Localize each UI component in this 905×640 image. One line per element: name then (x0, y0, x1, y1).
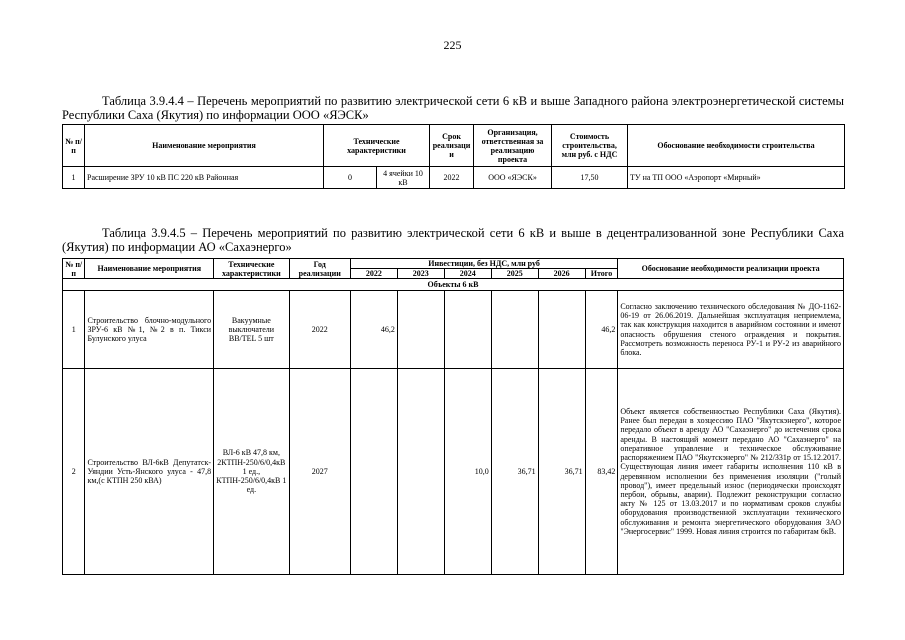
t2-header-year: Год реализации (289, 259, 350, 279)
t2-row2-2023 (397, 369, 444, 575)
t2-header-num: № п/п (63, 259, 85, 279)
t2-row1-2023 (397, 291, 444, 369)
t1-header-name: Наименование мероприятия (85, 125, 324, 167)
t2-row1-2022: 46,2 (350, 291, 397, 369)
table2-header-row-1 (63, 259, 844, 269)
t2-row2-name: Строительство ВЛ-6кВ Депутатск-Уяндии Усть-Янского улуса - 47,8 км,(с КТПН 250 кВА) (85, 369, 214, 575)
t2-section-title: Объекты 6 кВ (63, 279, 844, 291)
table2-caption (62, 226, 844, 254)
t1-header-term: Срок реализаци и (430, 125, 474, 167)
t1-header-cost: Стоимость строительства, млн руб. с НДС (552, 125, 628, 167)
t2-row2-year: 2027 (289, 369, 350, 575)
t2-header-2023: 2023 (397, 269, 444, 279)
t2-header-2024: 2024 (444, 269, 491, 279)
table1 (62, 124, 845, 189)
table1-caption-text: Таблица 3.9.4.4 – Перечень мероприятий по развитию электрической сети 6 кВ и выше Западного района электроэнергетической системы Республики Саха (Якутия) по информации ООО «ЯЭСК» (62, 94, 844, 122)
t1-cell-term: 2022 (430, 167, 474, 189)
table-row (63, 369, 844, 575)
table-row (63, 291, 844, 369)
section-row (63, 279, 844, 291)
t2-row1-2025 (491, 291, 538, 369)
t2-row1-reason: Согласно заключению технического обследования № ДО-1162-06-19 от 26.06.2019. Дальнейшая эксплуатация неприемлема, так как конструкция находится в аварийном состоянии и имеют опасность обрушения стеного ограждения и покрытия. Рассмотреть возможность переноса РУ-1 и РУ-2 из аварийного блока. (618, 291, 844, 369)
t1-cell-name: Расширение ЗРУ 10 кВ ПС 220 кВ Районная (85, 167, 324, 189)
t2-row2-2025: 36,71 (491, 369, 538, 575)
t2-row1-tech: Вакуумные выключатели ВВ/TEL 5 шт (214, 291, 290, 369)
t2-row2-2026: 36,71 (538, 369, 585, 575)
t2-header-2026: 2026 (538, 269, 585, 279)
t2-row2-total: 83,42 (585, 369, 618, 575)
t1-cell-num: 1 (63, 167, 85, 189)
t2-row1-num: 1 (63, 291, 85, 369)
table2-caption-text: Таблица 3.9.4.5 – Перечень мероприятий по развитию электрической сети 6 кВ и выше в децентрализованной зоне Республики Саха (Якутия) по информации АО «Сахаэнерго» (62, 226, 844, 254)
t1-header-reason: Обоснование необходимости строительства (628, 125, 845, 167)
t2-header-invest: Инвестиции, без НДС, млн руб (350, 259, 617, 269)
t2-row2-2024: 10,0 (444, 369, 491, 575)
t2-header-total: Итого (585, 269, 618, 279)
t1-header-tech: Технические характеристики (324, 125, 430, 167)
t2-header-2025: 2025 (491, 269, 538, 279)
t2-header-2022: 2022 (350, 269, 397, 279)
t2-row1-year: 2022 (289, 291, 350, 369)
t2-row2-reason: Объект является собственностью Республики Саха (Якутия). Ранее был передан в хозцессию ПАО "Якутскэнерго", которое передало объект в аренду АО "Сахаэнерго" до истечения срока аренды. В настоящий момент передано АО "Сахаэнерго" на оперативное управление и техническое обслуживание распоряжением ПАО "Якутскэнерго" № 212/331р от 15.12.2017. Существующая линия имеет габариты исполнения 110 кВ в деревянном исполнении без применения изоляции ("голый провод"), имеет предельный износ (периодически происходят пербои, обрывы, аварии). Подлежит реконструкции согласно акту № 125 от 13.03.2017 и по нормативам сроков службы оборудования производственной эксплуатации технического обслуживания и ремонта энергетического оборудования ЗАО "Энергосервис" 1999. Новая линия строится по габаритам 6кВ. (618, 369, 844, 575)
table1-header-row (63, 125, 845, 167)
t2-row2-num: 2 (63, 369, 85, 575)
table1-caption (62, 94, 844, 122)
t2-header-reason: Обоснование необходимости реализации проекта (618, 259, 844, 279)
t2-row2-2022 (350, 369, 397, 575)
t1-cell-cost: 17,50 (552, 167, 628, 189)
page-number: 225 (443, 38, 462, 52)
t2-row1-total: 46,2 (585, 291, 618, 369)
t2-row1-name: Строительство блочно-модульного ЗРУ-6 кВ №1, №2 в п. Тикси Булунского улуса (85, 291, 214, 369)
t2-header-name: Наименование мероприятия (85, 259, 214, 279)
t2-row1-2026 (538, 291, 585, 369)
t1-cell-tech-a: 0 (324, 167, 377, 189)
t1-cell-tech-b: 4 ячейки 10 кВ (377, 167, 430, 189)
table2 (62, 258, 844, 575)
table-row (63, 167, 845, 189)
t1-header-org: Организация, ответственная за реализацию проекта (474, 125, 552, 167)
t1-header-num: № п/п (63, 125, 85, 167)
t2-row1-2024 (444, 291, 491, 369)
t2-header-tech: Технические характеристики (214, 259, 290, 279)
t1-cell-org: ООО «ЯЭСК» (474, 167, 552, 189)
t2-row2-tech: ВЛ-6 кВ 47,8 км, 2КТПН-250/6/0,4кВ 1 ед., КТПН-250/6/0,4кВ 1 ед. (214, 369, 290, 575)
t1-cell-reason: ТУ на ТП ООО «Аэропорт «Мирный» (628, 167, 845, 189)
